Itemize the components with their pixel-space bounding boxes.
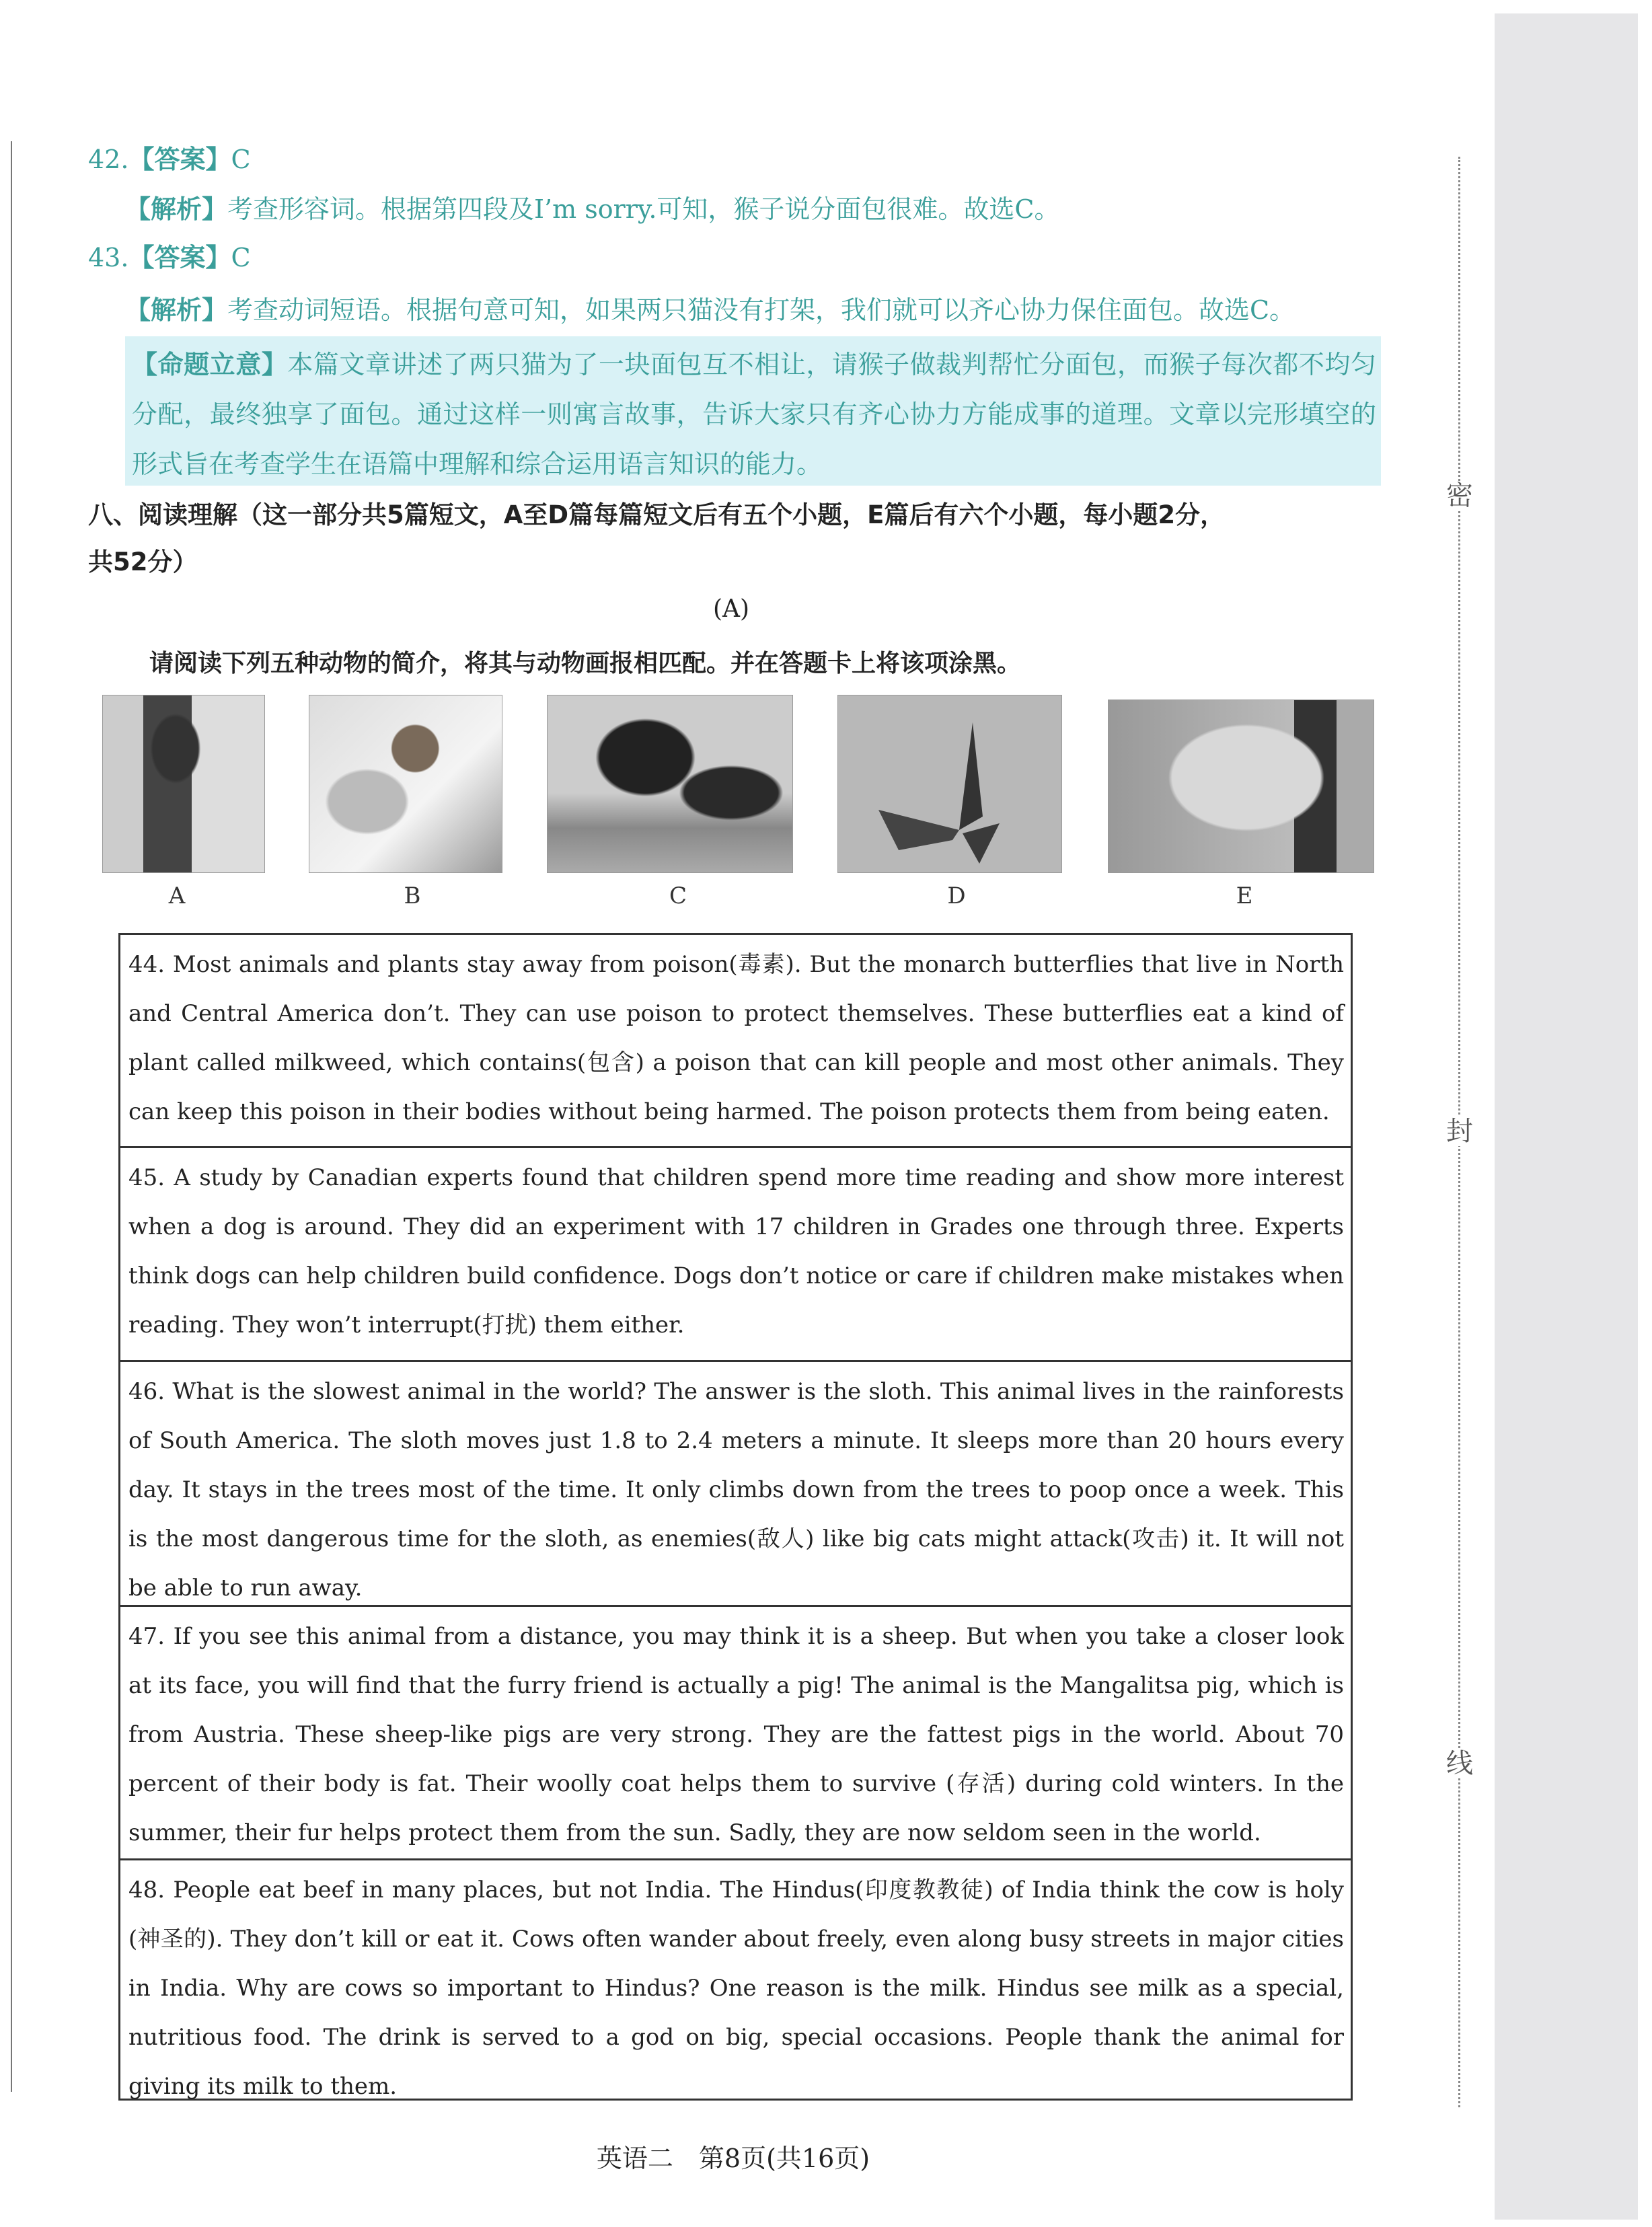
passage-47: 47. If you see this animal from a distance, you may think it is a sheep. But when you take a closer look at its face, you will find that the furry friend is actually a pig! The animal is the Mangalitsa pig, which is from Austria. These sheep-like pigs are very strong. They are the fattest pigs in the world. About 70 percent of their body is fat. Their woolly coat helps them to survive (存活) during cold winters. In the summer, their fur helps protect them from the sun. Sadly, they are now seldom seen in the world. [120,1607,1351,1860]
part-label: (A) [713,595,750,623]
scan-edge-strip [1495,13,1638,2220]
picture-label-e: E [1236,882,1253,909]
mangalitsa-pig-photo [1108,700,1374,873]
section-title-cont: 共52分） [88,548,198,576]
passage-46: 46. What is the slowest animal in the world? The answer is the sloth. This animal lives in the rainforests of South America. The sloth moves just 1.8 to 2.4 meters a minute. It sleeps more than 20 hours every day. It stays in the trees most of the time. It only climbs down from the trees to poop once a week. This is the most dangerous time for the sloth, as enemies(敌人) like big cats might attack(攻击) it. It will not be able to run away. [120,1362,1351,1607]
answer-42 [88,143,251,176]
page-footer: 英语二 第8页(共16页) [596,2144,870,2173]
picture-label-b: B [404,882,421,909]
picture-label-c: C [669,882,687,909]
binding-mark-mi: 密 [1446,480,1473,511]
analysis-42 [125,192,1060,226]
binding-mark-feng: 封 [1446,1116,1473,1147]
sloth-photo [102,695,265,873]
passage-44: 44. Most animals and plants stay away from poison(毒素). But the monarch butterflies that live in North and Central America don’t. They can use poison to protect themselves. These butterflies eat a kind of plant called milkweed, which contains(包含) a poison that can kill people and most other animals. They can keep this poison in their bodies without being harmed. The poison protects them from being eaten. [120,935,1351,1148]
answer-value: C [231,145,251,174]
answer-tag: 【答案】 [128,243,231,272]
passage-45: 45. A study by Canadian experts found that children spend more time reading and show more interest when a dog is around. They did an experiment with 17 children in Grades one through three. Experts think dogs can help children build confidence. Dogs don’t notice or care if children make mistakes when reading. They won’t interrupt(打扰) them either. [120,1148,1351,1362]
intent-tag: 【命题立意】 [132,350,288,379]
question-number: 43. [88,243,129,272]
picture-label-a: A [168,882,186,909]
picture-label-d: D [947,882,966,909]
cow-photo [547,695,793,873]
section-title: 八、阅读理解（这一部分共5篇短文，A至D篇每篇短文后有五个小题，E篇后有六个小题，每小题2分， [88,500,1226,529]
child-with-dog-photo [309,695,502,873]
answer-value: C [231,243,251,272]
answer-tag: 【答案】 [128,145,231,174]
question-number: 42. [88,145,129,174]
analysis-text: 考查形容词。根据第四段及I’m sorry.可知，猴子说分面包很难。故选C。 [227,194,1060,224]
intent-text [132,340,1376,489]
analysis-tag: 【解析】 [125,194,228,224]
analysis-43 [125,293,1295,327]
intent-body: 本篇文章讲述了两只猫为了一块面包互不相让，请猴子做裁判帮忙分面包，而猴子每次都不均匀分配，最终独享了面包。通过这样一则寓言故事，告诉大家只有齐心协力方能成事的道理。文章以完形填空的形式旨在考查学生在语篇中理解和综合运用语言知识的能力。 [132,350,1376,479]
passage-48: 48. People eat beef in many places, but not India. The Hindus(印度教教徒) of India think the cow is holy (神圣的). They don’t kill or eat it. Cows often wander about freely, even along busy streets in major cities in India. Why are cows so important to Hindus? One reason is the milk. Hindus see milk as a special, nutritious food. The drink is served to a god on big, special occasions. People thank the animal for giving its milk to them. [128,1877,1344,2100]
answer-43 [88,241,251,274]
butterfly-icon [838,695,1062,873]
instruction: 请阅读下列五种动物的简介，将其与动物画报相匹配。并在答题卡上将该项涂黑。 [149,650,1022,677]
binding-mark-xian: 线 [1446,1748,1473,1779]
passage-table [118,933,1353,2101]
analysis-text: 考查动词短语。根据句意可知，如果两只猫没有打架，我们就可以齐心协力保住面包。故选C。 [227,295,1296,325]
butterfly-photo [837,695,1062,873]
left-margin-line [11,141,12,2092]
analysis-tag: 【解析】 [125,295,228,325]
